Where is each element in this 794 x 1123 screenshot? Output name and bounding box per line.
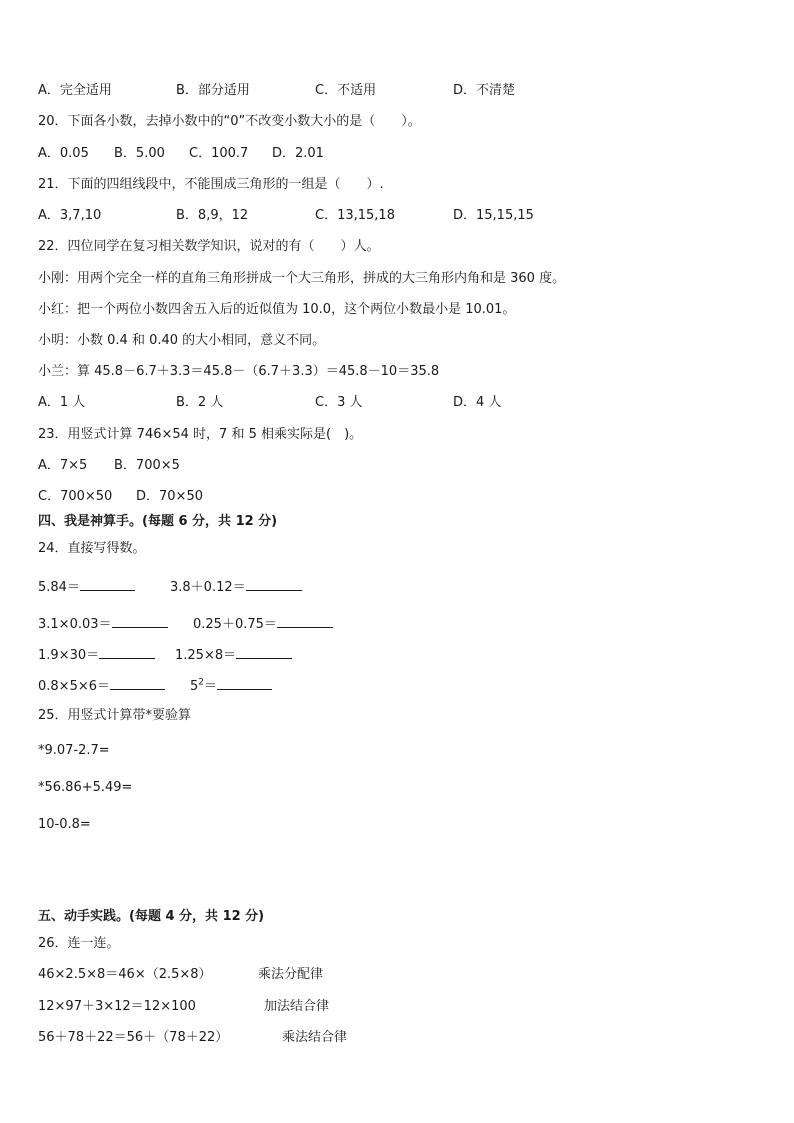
- q22-option-c: C．3 人: [315, 395, 363, 410]
- q26-right-law[interactable]: 加法结合律: [264, 999, 330, 1014]
- q19-option-d: D．不清楚: [453, 83, 516, 98]
- answer-blank[interactable]: [99, 645, 155, 659]
- q23-option-a: A．7×5: [38, 458, 88, 473]
- answer-blank[interactable]: [236, 645, 292, 659]
- answer-blank[interactable]: [277, 614, 333, 628]
- q25-item: *56.86+5.49=: [38, 780, 133, 795]
- section-5-heading: 五、动手实践。(每题 4 分，共 12 分): [38, 909, 265, 924]
- q23-option-c: C．700×50: [38, 489, 113, 504]
- q19-option-c: C．不适用: [315, 83, 377, 98]
- section-4-heading: 四、我是神算手。(每题 6 分，共 12 分): [38, 514, 278, 529]
- answer-blank[interactable]: [217, 676, 272, 690]
- q26-right-law[interactable]: 乘法结合律: [282, 1030, 348, 1045]
- q24-item: 1.9×30＝: [38, 645, 155, 665]
- exponent: 2: [198, 677, 205, 688]
- q25-item: *9.07-2.7=: [38, 743, 110, 758]
- q21-option-a: A．3,7,10: [38, 208, 102, 223]
- q22-statement-xiaolan: 小兰：算 45.8－6.7＋3.3＝45.8－（6.7＋3.3）＝45.8－10＝35.8: [38, 364, 440, 379]
- q26-left-expression[interactable]: 12×97＋3×12＝12×100: [38, 999, 196, 1014]
- q21-stem: 21．下面的四组线段中，不能围成三角形的一组是（ ）.: [38, 177, 384, 192]
- q23-option-b: B．700×5: [114, 458, 180, 473]
- q26-stem: 26．连一连。: [38, 936, 120, 951]
- q24-item: 3.1×0.03＝: [38, 614, 168, 634]
- answer-blank[interactable]: [80, 577, 135, 591]
- answer-blank[interactable]: [110, 676, 165, 690]
- q20-stem: 20．下面各小数，去掉小数中的“0”不改变小数大小的是（ ）。: [38, 114, 421, 129]
- q20-option-a: A．0.05: [38, 146, 89, 161]
- q23-option-d: D．70×50: [136, 489, 203, 504]
- q22-option-a: A．1 人: [38, 395, 86, 410]
- q19-option-b: B．部分适用: [176, 83, 250, 98]
- q19-option-a: A．完全适用: [38, 83, 112, 98]
- q24-item: 1.25×8＝: [175, 645, 292, 665]
- q22-option-b: B．2 人: [176, 395, 224, 410]
- q24-item: 5.84＝: [38, 577, 135, 597]
- q21-option-b: B．8,9，12: [176, 208, 249, 223]
- q20-option-d: D．2.01: [272, 146, 324, 161]
- q22-statement-xiaoming: 小明：小数 0.4 和 0.40 的大小相同，意义不同。: [38, 333, 326, 348]
- q22-statement-xiaogang: 小刚：用两个完全一样的直角三角形拼成一个大三角形，拼成的大三角形内角和是 360 度。: [38, 271, 566, 286]
- q21-option-d: D．15,15,15: [453, 208, 534, 223]
- answer-blank[interactable]: [246, 577, 302, 591]
- q26-left-expression[interactable]: 46×2.5×8＝46×（2.5×8）: [38, 967, 212, 982]
- q24-item: $5^2=$: [190, 676, 272, 696]
- q20-option-c: C．100.7: [189, 146, 249, 161]
- q22-statement-xiaohong: 小红：把一个两位小数四舍五入后的近似值为 10.0，这个两位小数最小是 10.01。: [38, 302, 516, 317]
- q26-right-law[interactable]: 乘法分配律: [258, 967, 324, 982]
- q24-item: 0.25＋0.75＝: [193, 614, 333, 634]
- q25-item: 10-0.8=: [38, 817, 91, 832]
- q21-option-c: C．13,15,18: [315, 208, 395, 223]
- q23-stem: 23．用竖式计算 746×54 时，7 和 5 相乘实际是( )。: [38, 427, 363, 442]
- q22-stem: 22．四位同学在复习相关数学知识，说对的有（ ）人。: [38, 239, 380, 254]
- q20-option-b: B．5.00: [114, 146, 165, 161]
- q24-item: 3.8＋0.12＝: [170, 577, 302, 597]
- q24-stem: 24．直接写得数。: [38, 541, 146, 556]
- q25-stem: 25．用竖式计算带*要验算: [38, 708, 192, 723]
- q26-left-expression[interactable]: 56＋78＋22＝56＋（78＋22）: [38, 1030, 229, 1045]
- q24-item: 0.8×5×6＝: [38, 676, 165, 696]
- answer-blank[interactable]: [112, 614, 168, 628]
- q22-option-d: D．4 人: [453, 395, 502, 410]
